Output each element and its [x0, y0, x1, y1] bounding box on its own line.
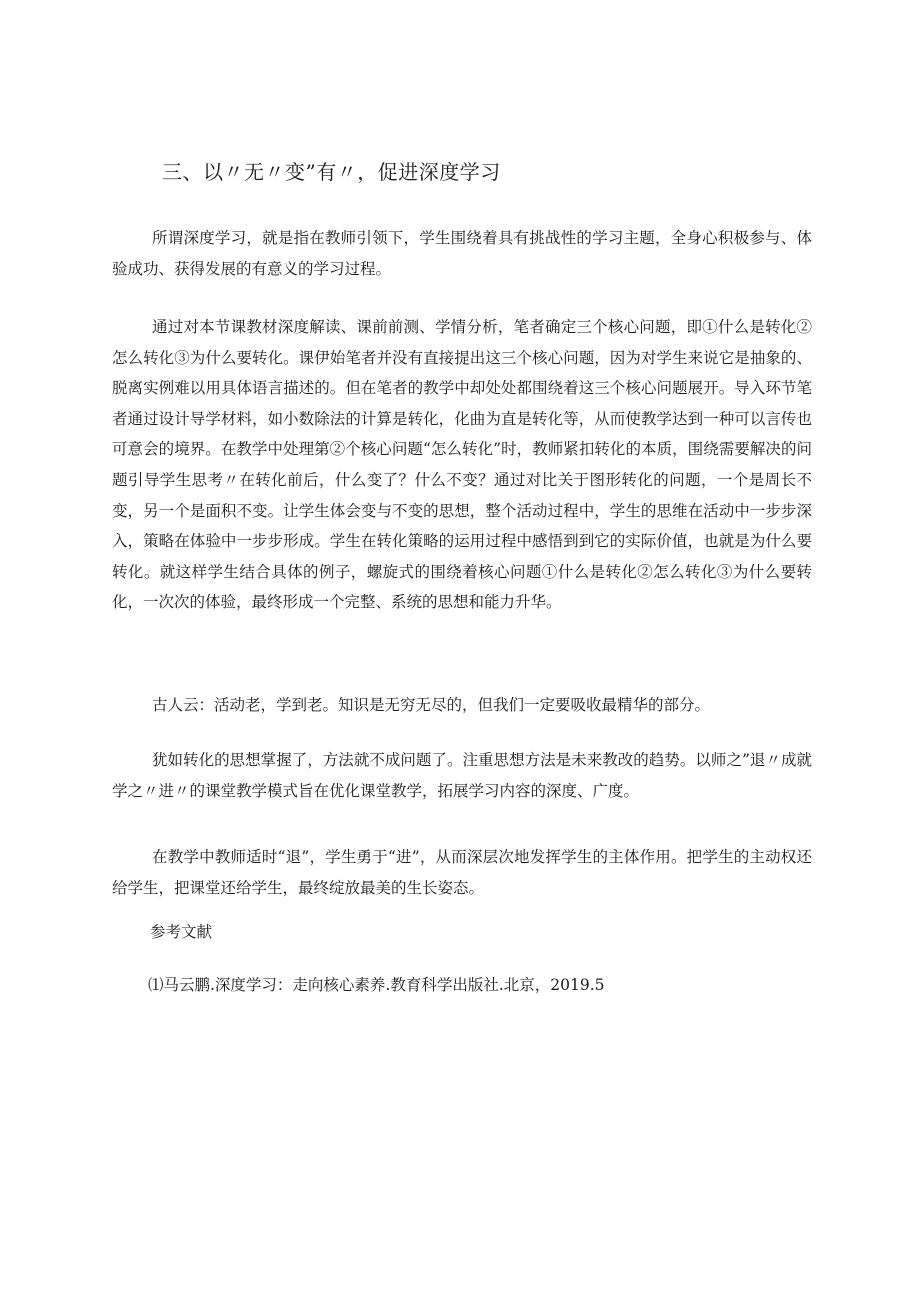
paragraph-teaching-mode: 犹如转化的思想掌握了，方法就不成问题了。注重思想方法是未来教改的趋势。以师之”退〃成就学之〃进〃的课堂教学模式旨在优化课堂教学，拓展学习内容的深度、广度。 [112, 751, 812, 800]
references-title: 参考文献 [150, 923, 213, 941]
paragraph-core-questions: 通过对本节课教材深度解读、课前前测、学情分析，笔者确定三个核心问题，即①什么是转化②怎么转化③为什么要转化。课伊始笔者并没有直接提出这三个核心问题，因为对学生来说它是抽象的、脱离实例难以用具体语言描述的。但在笔者的教学中却处处都围绕着这三个核心问题展开。导入环节笔者通过设计导学材料，如小数除法的计算是转化，化曲为直是转化等，从而使教学达到一种可以言传也可意会的境界。在教学中处理第②个核心问题“怎么转化”时，教师紧扣转化的本质，围绕需要解决的问题引导学生思考〃在转化前后，什么变了？什么不变？通过对比关于图形转化的问题，一个是周长不变，另一个是面积不变。让学生体会变与不变的思想，整个活动过程中，学生的思维在活动中一步步深入，策略在体验中一步步形成。学生在转化策略的运用过程中感悟到到它的实际价值，也就是为什么要转化。就这样学生结合具体的例子，螺旋式的围绕着核心问题①什么是转化②怎么转化③为什么要转化，一次次的体验，最终形成一个完整、系统的思想和能力升华。 [112, 318, 812, 612]
paragraph-ancient-saying: 古人云：活动老，学到老。知识是无穷无尽的，但我们一定要吸收最精华的部分。 [152, 696, 711, 714]
reference-item: ⑴马云鹏.深度学习：走向核心素养.教育科学出版社.北京，2019.5 [148, 976, 605, 994]
paragraph-student-agency: 在教学中教师适时“退”，学生勇于“进”，从而深层次地发挥学生的主体作用。把学生的主动权还给学生，把课堂还给学生，最终绽放最美的生长姿态。 [112, 848, 812, 897]
section-heading: 三、以〃无〃变”有〃，促进深度学习 [162, 160, 501, 184]
paragraph-deep-learning-definition: 所谓深度学习，就是指在教师引领下，学生围绕着具有挑战性的学习主题，全身心积极参与、体验成功、获得发展的有意义的学习过程。 [112, 229, 812, 278]
